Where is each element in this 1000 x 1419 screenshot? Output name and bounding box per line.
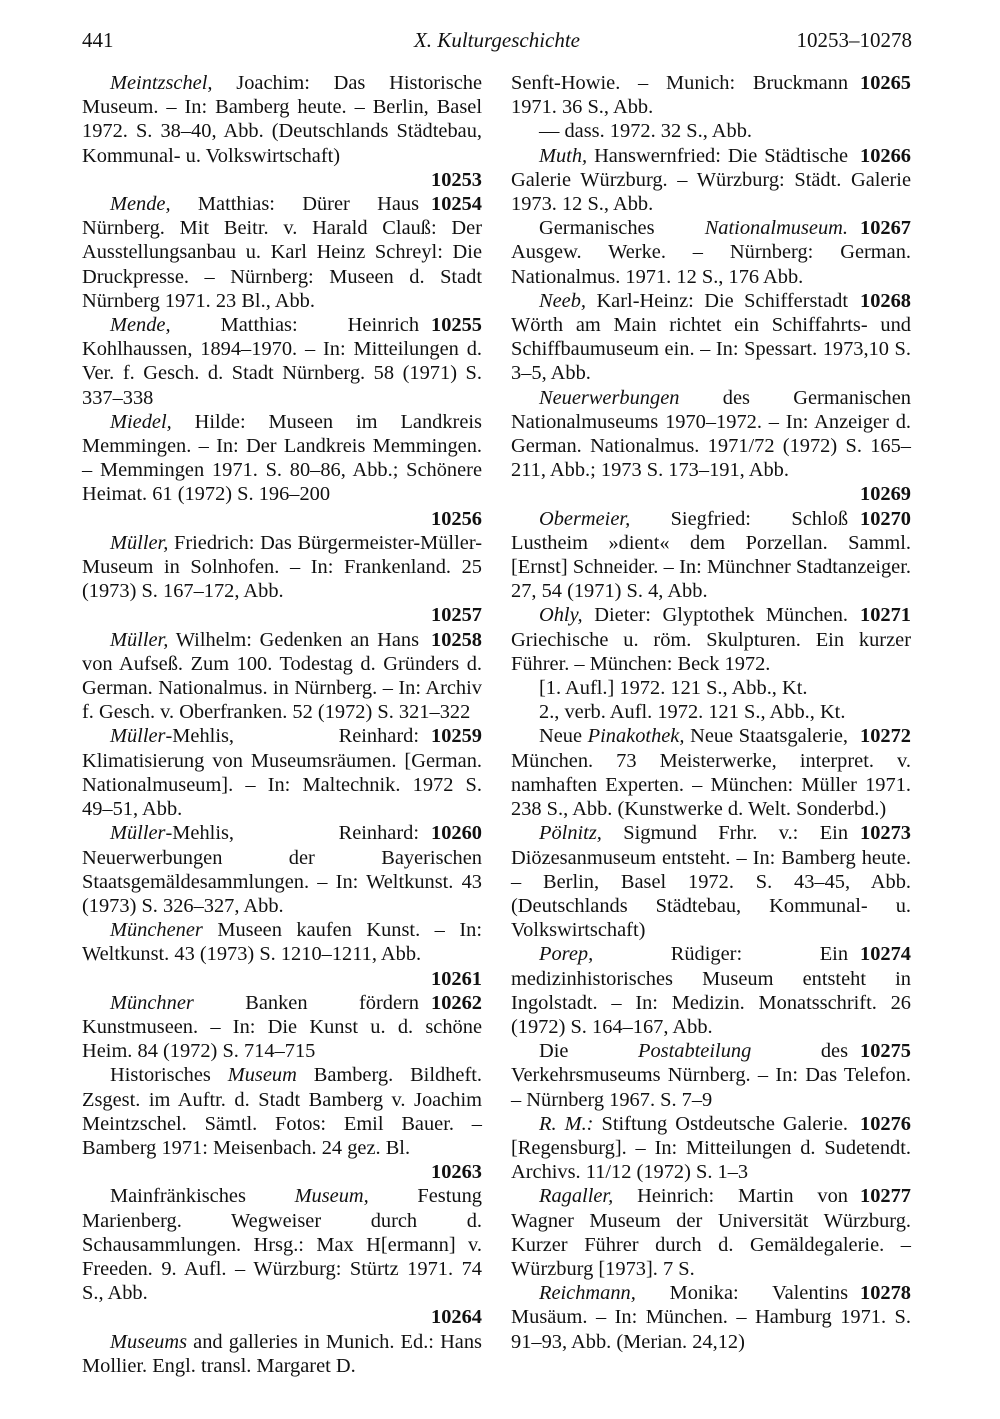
left-column bbox=[82, 71, 482, 1378]
entry-number: 10267 bbox=[860, 217, 911, 240]
entry-number-line bbox=[82, 603, 482, 627]
bibliography-entry bbox=[82, 724, 482, 821]
entry-number: 10263 bbox=[431, 1161, 482, 1184]
page-header bbox=[82, 22, 912, 58]
entry-keyword: R. M.: bbox=[539, 1112, 594, 1135]
bibliography-entry bbox=[82, 918, 482, 991]
entry-number: 10260 bbox=[431, 822, 482, 845]
entry-text: Stiftung Ostdeutsche Galerie. [Regensburg]. – In: Mitteilungen d. Sudetendt. Archivs. 11/12 (1972) S. 1–3 bbox=[511, 1112, 911, 1184]
entry-text: Neue Staatsgalerie, München. 73 Meisterwerke, interpret. v. namhaften Experten. – München: Müller 1971. 238 S., Abb. (Kunstwerke d. Welt. Sonderbd.) bbox=[511, 725, 911, 821]
entry-number: 10269 bbox=[860, 483, 911, 506]
entry-text: Bamberg. Bildheft. Zsgest. im Auftr. d. Stadt Bamberg v. Joachim Meintzschel. Sämtl. Fotos: Emil Bauer. – Bamberg 1971: Meisenbach. 24 gez. Bl. bbox=[82, 1064, 483, 1159]
entry-number: 10257 bbox=[431, 604, 482, 627]
bibliography-entry bbox=[82, 531, 482, 628]
entry-keyword: Müller bbox=[110, 822, 166, 845]
entry-number: 10273 bbox=[860, 822, 911, 845]
entry-number: 10261 bbox=[431, 967, 482, 990]
bibliography-entry bbox=[511, 821, 911, 942]
page-number: 441 bbox=[82, 28, 114, 52]
bibliography-entry bbox=[82, 313, 482, 410]
entry-number: 10264 bbox=[431, 1306, 482, 1329]
entry-number: 10272 bbox=[860, 725, 911, 748]
entry-text: Senft-Howie. – Munich: Bruckmann 1971. 36 S., Abb. bbox=[511, 72, 849, 119]
entry-text: Siegfried: Schloß Lustheim »dient« dem Porzellan. Samml. [Ernst] Schneider. – In: Münchner Stadtanzeiger. 27, 54 (1971) S. 4, Abb. bbox=[511, 507, 911, 603]
entry-keyword: Museums bbox=[110, 1330, 188, 1353]
entry-prefix: Germanisches bbox=[539, 217, 705, 240]
entry-number: 10274 bbox=[860, 943, 911, 966]
entry-number-line bbox=[82, 507, 482, 531]
bibliography-subentry: — dass. 1972. 32 S., Abb. bbox=[539, 120, 752, 143]
entry-number: 10258 bbox=[431, 628, 482, 651]
right-column bbox=[511, 71, 911, 1354]
bibliography-entry bbox=[511, 942, 911, 1039]
entry-keyword: Pinakothek, bbox=[587, 725, 685, 748]
bibliography-entry bbox=[511, 724, 911, 821]
entry-number: 10265 bbox=[860, 72, 911, 94]
entry-number-line bbox=[82, 967, 482, 991]
entry-number: 10276 bbox=[860, 1112, 911, 1135]
entry-number: 10275 bbox=[860, 1040, 911, 1063]
chapter-title: X. Kulturgeschichte bbox=[413, 28, 581, 52]
entry-text: Karl-Heinz: Die Schifferstadt Wörth am Main richtet ein Schiffahrts- und Schiffbaumuseum ein. – In: Spessart. 1973,10 S. 3–5, Abb. bbox=[511, 289, 911, 385]
entry-text: des Germanischen Nationalmuseums 1970–1972. – In: Anzeiger d. German. Nationalmus. 1971/72 (1972) S. 165–211, Abb.; 1973 S. 173–191, Abb. bbox=[511, 386, 911, 482]
entry-keyword: Muth, bbox=[539, 144, 588, 167]
entry-keyword: Porep, bbox=[539, 943, 594, 966]
entry-keyword: Museum, bbox=[294, 1185, 369, 1208]
entry-keyword: Mende, bbox=[110, 193, 171, 216]
entry-text: Monika: Valentins Musäum. – In: München. – Hamburg 1971. S. 91–93, Abb. (Merian. 24,12) bbox=[511, 1282, 911, 1353]
bibliography-subentry: 2., verb. Aufl. 1972. 121 S., Abb., Kt. bbox=[539, 701, 846, 724]
entry-keyword: Postabteilung bbox=[638, 1040, 752, 1063]
bibliography-entry bbox=[82, 192, 482, 313]
entry-prefix: Neue bbox=[539, 725, 588, 748]
bibliography-entry bbox=[511, 1039, 911, 1112]
entry-number-line bbox=[82, 1160, 482, 1184]
bibliography-entry bbox=[511, 144, 911, 217]
entry-text: Heinrich: Martin von Wagner Museum der Universität Würzburg. Kurzer Führer durch d. Gemäldegalerie. – Würzburg [1973]. 7 S. bbox=[511, 1185, 911, 1280]
entry-text: Banken fördern Kunstmuseen. – In: Die Kunst u. d. schöne Heim. 84 (1972) S. 714–715 bbox=[82, 991, 482, 1063]
entry-keyword: Müller bbox=[110, 725, 166, 748]
entry-text: Museen kaufen Kunst. – In: Weltkunst. 43 (1973) S. 1210–1211, Abb. bbox=[82, 919, 482, 966]
entry-text: Dieter: Glyptothek München. Griechische u. röm. Skulpturen. Ein kurzer Führer. – München: Beck 1972. bbox=[511, 604, 911, 675]
entry-text: Wilhelm: Gedenken an Hans von Aufseß. Zum 100. Todestag d. Gründers d. German. Nationalmus. in Nürnberg. – In: Archiv f. Gesch. v. Oberfranken. 52 (1972) S. 321–322 bbox=[82, 628, 482, 724]
entry-text: Ausgew. Werke. – Nürnberg: German. Nationalmus. 1971. 12 S., 176 Abb. bbox=[511, 241, 911, 288]
bibliography-entry bbox=[511, 1281, 911, 1354]
bibliography-entry bbox=[511, 1112, 911, 1185]
bibliography-entry bbox=[82, 410, 482, 531]
entry-number: 10254 bbox=[431, 193, 482, 216]
entry-keyword: Neeb, bbox=[539, 289, 586, 312]
entry-number: 10268 bbox=[860, 289, 911, 312]
entry-text: Matthias: Heinrich Kohlhaussen, 1894–1970. – In: Mitteilungen d. Ver. f. Gesch. d. Stadt Nürnberg. 58 (1971) S. 337–338 bbox=[82, 314, 482, 409]
entry-keyword: Münchner bbox=[110, 991, 194, 1014]
entry-keyword: Nationalmuseum. bbox=[704, 217, 849, 240]
entry-keyword: Pölnitz, bbox=[539, 822, 602, 845]
bibliography-entry bbox=[511, 71, 911, 119]
entry-number-line bbox=[82, 168, 482, 192]
entry-number: 10253 bbox=[431, 168, 482, 191]
entry-number: 10256 bbox=[431, 507, 482, 530]
entry-keyword: Neuerwerbungen bbox=[539, 386, 680, 409]
bibliography-entry bbox=[82, 628, 482, 725]
entry-text: -Mehlis, Reinhard: Neuerwerbungen der Bayerischen Staatsgemäldesammlungen. – In: Weltkunst. 43 (1973) S. 326–327, Abb. bbox=[82, 822, 482, 917]
entry-keyword: Mende, bbox=[110, 314, 171, 337]
entry-number: 10255 bbox=[431, 314, 482, 337]
entry-number-line bbox=[82, 1305, 482, 1329]
bibliography-subentry: [1. Aufl.] 1972. 121 S., Abb., Kt. bbox=[539, 677, 808, 700]
entry-number: 10278 bbox=[860, 1282, 911, 1305]
entry-keyword: Ohly, bbox=[539, 604, 583, 627]
entry-text: Sigmund Frhr. v.: Ein Diözesanmuseum entsteht. – In: Bamberg heute. – Berlin, Basel 1972. S. 43–45, Abb. (Deutschlands Städtebau, Kommunal- u. Volkswirtschaft) bbox=[511, 822, 911, 942]
bibliography-entry bbox=[82, 1184, 482, 1329]
entry-number: 10271 bbox=[860, 604, 911, 627]
entry-keyword: Ragaller, bbox=[539, 1185, 614, 1208]
entry-text: -Mehlis, Reinhard: Klimatisierung von Museumsräumen. [German. Nationalmuseum]. – In: Maltechnik. 1972 S. 49–51, Abb. bbox=[82, 725, 482, 821]
bibliography-entry bbox=[511, 216, 911, 289]
entry-prefix: Mainfränkisches bbox=[110, 1185, 295, 1208]
entry-keyword: Reichmann, bbox=[539, 1282, 636, 1305]
bibliography-entry bbox=[511, 289, 911, 386]
bibliography-entry bbox=[82, 71, 482, 192]
entry-keyword: Obermeier, bbox=[539, 507, 631, 530]
bibliography-entry bbox=[82, 821, 482, 918]
entry-number: 10270 bbox=[860, 507, 911, 530]
entry-number-line bbox=[511, 482, 911, 506]
entry-number: 10277 bbox=[860, 1185, 911, 1208]
entry-text: Matthias: Dürer Haus Nürnberg. Mit Beitr. v. Harald Clauß: Der Ausstellungsanbau u. Karl Heinz Schreyl: Die Druckpresse. – Nürnberg: Museen d. Stadt Nürnberg 1971. 23 Bl., Abb. bbox=[82, 193, 482, 312]
entry-text: Rüdiger: Ein medizinhistorisches Museum entsteht in Ingolstadt. – In: Medizin. Monatsschrift. 26 (1972) S. 164–167, Abb. bbox=[511, 943, 911, 1038]
entry-number: 10262 bbox=[431, 991, 482, 1014]
entry-text: Festung Marienberg. Wegweiser durch d. Schausammlungen. Hrsg.: Max H[ermann] v. Freeden. 9. Aufl. – Würzburg: Stürtz 1971. 74 S., Abb. bbox=[82, 1185, 482, 1305]
entry-text: and galleries in Munich. Ed.: Hans Mollier. Engl. transl. Margaret D. bbox=[82, 1330, 482, 1377]
bibliography-entry bbox=[511, 1184, 911, 1281]
entry-number: 10266 bbox=[860, 144, 911, 167]
bibliography-entry bbox=[82, 1330, 482, 1378]
entry-keyword: Museum bbox=[227, 1064, 297, 1087]
entry-text: Joachim: Das Historische Museum. – In: Bamberg heute. – Berlin, Basel 1972. S. 38–40, Abb. (Deutschlands Städtebau, Kommunal- u. Volkswirtschaft) bbox=[82, 72, 482, 167]
entry-text: des Verkehrsmuseums Nürnberg. – In: Das Telefon. – Nürnberg 1967. S. 7–9 bbox=[511, 1040, 911, 1111]
entry-text: Hilde: Museen im Landkreis Memmingen. – In: Der Landkreis Memmingen. – Memmingen 1971. S. 80–86, Abb.; Schönere Heimat. 61 (1972) S. 196–200 bbox=[82, 410, 482, 506]
entry-prefix: Historisches bbox=[110, 1064, 228, 1087]
bibliography-entry bbox=[511, 603, 911, 676]
entry-text: Hanswernfried: Die Städtische Galerie Würzburg. – Würzburg: Städt. Galerie 1973. 12 S., Abb. bbox=[511, 144, 911, 216]
entry-text: Friedrich: Das Bürgermeister-Müller-Museum in Solnhofen. – In: Frankenland. 25 (1973) S. 167–172, Abb. bbox=[82, 531, 482, 603]
entry-prefix: Die bbox=[539, 1040, 638, 1063]
entry-number: 10259 bbox=[431, 725, 482, 748]
entry-range: 10253–10278 bbox=[796, 28, 912, 52]
entry-keyword: Miedel, bbox=[110, 410, 172, 433]
bibliography-entry bbox=[511, 386, 911, 507]
bibliography-entry bbox=[82, 991, 482, 1064]
entry-keyword: Müller, bbox=[110, 628, 169, 651]
entry-keyword: Müller, bbox=[110, 531, 169, 554]
entry-keyword: Münchener bbox=[110, 919, 203, 942]
bibliography-entry bbox=[82, 1063, 482, 1184]
bibliography-entry bbox=[511, 507, 911, 604]
entry-keyword: Meintzschel, bbox=[110, 72, 213, 94]
